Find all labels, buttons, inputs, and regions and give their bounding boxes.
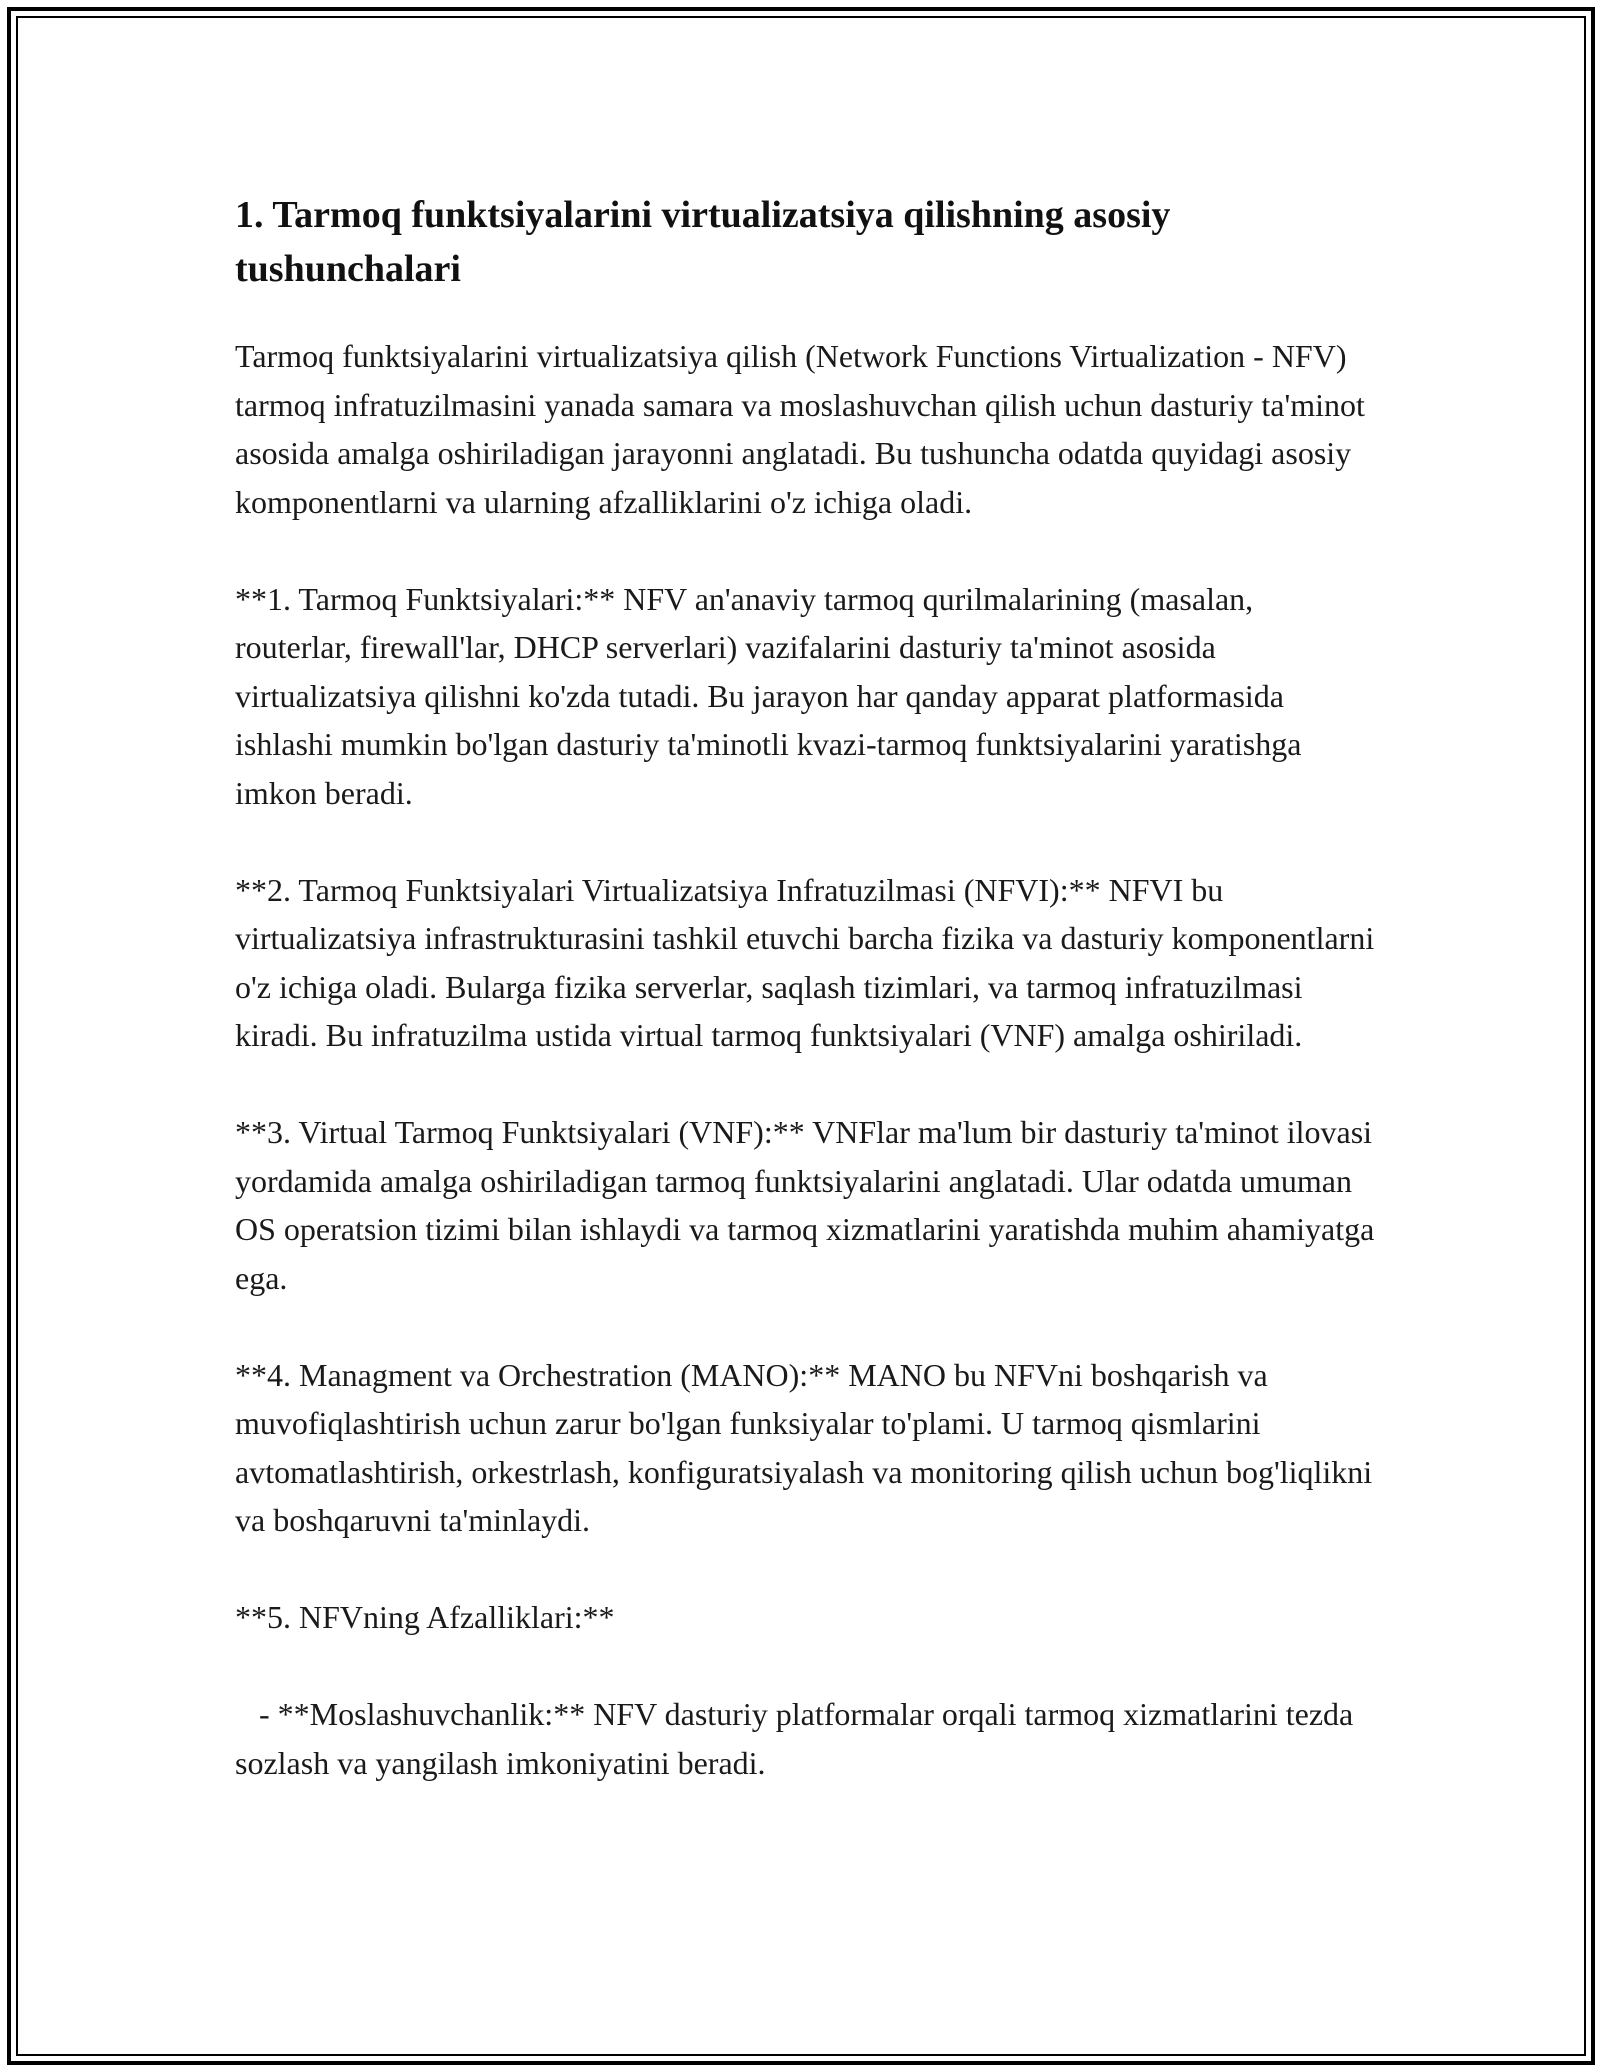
paragraph-network-functions: **1. Tarmoq Funktsiyalari:** NFV an'anaviy tarmoq qurilmalarining (masalan, routerlar, firewall'lar, DHCP serverlari) vazifalarini dasturiy ta'minot asosida virtualizatsiya qilishni ko'zda tutadi. Bu jarayon har qanday apparat platformasida ishlashi mumkin bo'lgan dasturiy ta'minotli kvazi-tarmoq funktsiyalarini yaratishga imkon beradi. [235, 580, 1302, 811]
intro-paragraph: Tarmoq funktsiyalarini virtualizatsiya qilish (Network Functions Virtualization - NFV) tarmoq infratuzilmasini yanada samara va moslashuvchan qilish uchun dasturiy ta'minot asosida amalga oshiriladigan jarayonni anglatadi. Bu tushuncha odatda quyidagi asosiy komponentlarni va ularning afzalliklarini o'z ichiga oladi. [235, 338, 1365, 520]
section-heading: 1. Tarmoq funktsiyalarini virtualizatsiya qilishning asosiy tushunchalari [235, 194, 1171, 290]
paragraph-vnf: **3. Virtual Tarmoq Funktsiyalari (VNF):** VNFlar ma'lum bir dasturiy ta'minot ilovasi yordamida amalga oshiriladigan tarmoq funktsiyalarini anglatadi. Ular odatda umuman OS operatsion tizimi bilan ishlaydi va tarmoq xizmatlarini yaratishda muhim ahamiyatga ega. [235, 1114, 1375, 1296]
paragraph-flexibility: - **Moslashuvchanlik:** NFV dasturiy platformalar orqali tarmoq xizmatlarini tezda sozlash va yangilash imkoniyatini beradi. [235, 1696, 1362, 1781]
paragraph-nfvi: **2. Tarmoq Funktsiyalari Virtualizatsiya Infratuzilmasi (NFVI):** NFVI bu virtualizatsiya infrastrukturasini tashkil etuvchi barcha fizika va dasturiy komponentlarni o'z ichiga oladi. Bularga fizika serverlar, saqlash tizimlari, va tarmoq infratuzilmasi kiradi. Bu infratuzilma ustida virtual tarmoq funktsiyalari (VNF) amalga oshiriladi. [235, 871, 1375, 1053]
document-body [235, 188, 1375, 1787]
paragraph-mano: **4. Managment va Orchestration (MANO):** MANO bu NFVni boshqarish va muvofiqlashtirish uchun zarur bo'lgan funksiyalar to'plami. U tarmoq qismlarini avtomatlashtirish, orkestrlash, konfiguratsiyalash va monitoring qilish uchun bog'liqlikni va boshqaruvni ta'minlaydi. [235, 1356, 1373, 1538]
paragraph-advantages-heading: **5. NFVning Afzalliklari:** [235, 1599, 615, 1635]
